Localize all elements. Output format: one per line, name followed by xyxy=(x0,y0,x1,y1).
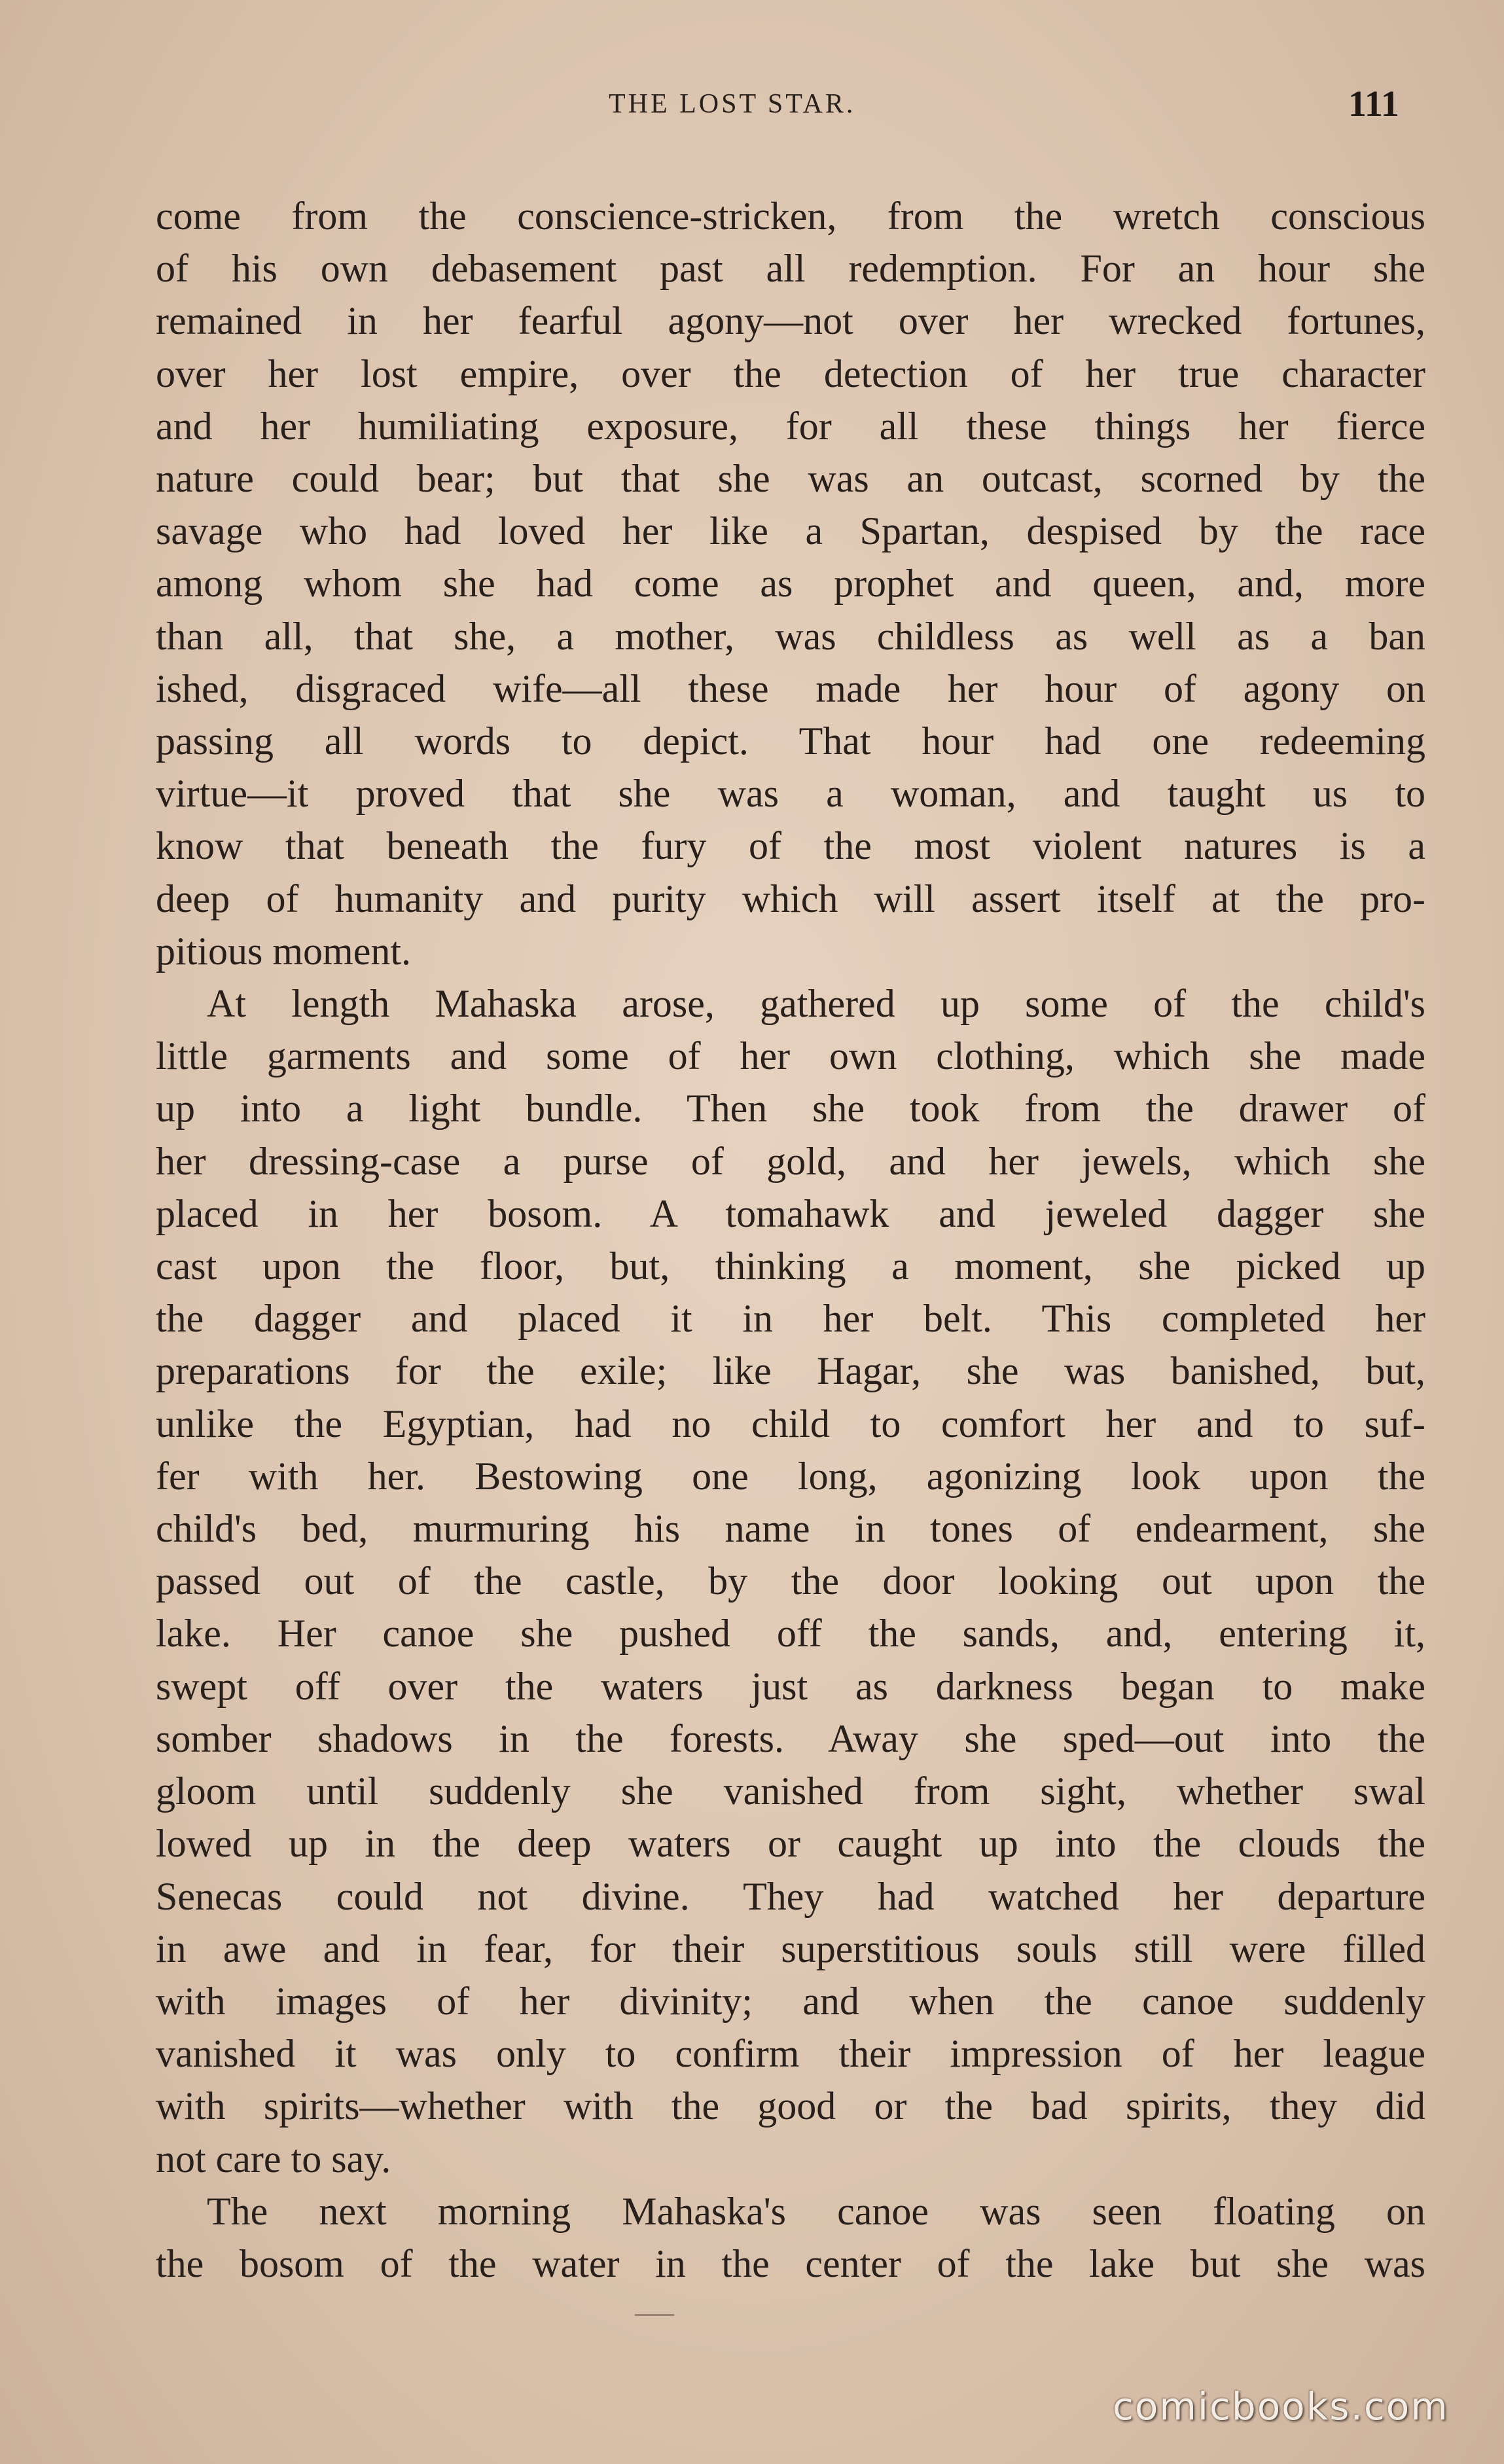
text-line: remained in her fearful agony—not over her wrecked fortunes, xyxy=(156,299,1425,343)
paragraph-2 xyxy=(156,977,1425,2185)
text-line: The next morning Mahaska's canoe was seen floating on xyxy=(207,2189,1425,2233)
text-line: nature could bear; but that she was an outcast, scorned by the xyxy=(156,457,1425,501)
text-line: with spirits—whether with the good or the bad spirits, they did xyxy=(156,2084,1425,2128)
text-line: up into a light bundle. Then she took from the drawer of xyxy=(156,1087,1425,1131)
text-line: swept off over the waters just as darkness began to make xyxy=(156,1664,1425,1708)
paragraph-3 xyxy=(156,2185,1425,2290)
text-line: passing all words to depict. That hour had one redeeming xyxy=(156,719,1425,763)
text-line: with images of her divinity; and when the canoe suddenly xyxy=(156,1979,1425,2023)
text-line: virtue—it proved that she was a woman, and taught us to xyxy=(156,772,1425,816)
text-line: ished, disgraced wife—all these made her hour of agony on xyxy=(156,666,1425,710)
text-line: somber shadows in the forests. Away she sped—out into the xyxy=(156,1716,1425,1760)
text-line: preparations for the exile; like Hagar, she was banished, but, xyxy=(156,1349,1425,1393)
text-line: placed in her bosom. A tomahawk and jeweled dagger she xyxy=(156,1191,1425,1235)
running-title: THE LOST STAR. xyxy=(609,89,856,119)
footer-rule xyxy=(635,2314,674,2316)
text-line: fer with her. Bestowing one long, agonizing look upon the xyxy=(156,1454,1425,1498)
text-line: unlike the Egyptian, had no child to comfort her and to suf- xyxy=(156,1402,1425,1445)
text-line: cast upon the floor, but, thinking a moment, she picked up xyxy=(156,1244,1425,1288)
text-line: in awe and in fear, for their superstitious souls still were filled xyxy=(156,1927,1425,1970)
page-header xyxy=(0,84,1504,128)
text-line: the dagger and placed it in her belt. This completed her xyxy=(156,1297,1425,1341)
text-line: passed out of the castle, by the door looking out upon the xyxy=(156,1559,1425,1603)
paragraph-1 xyxy=(156,190,1425,977)
text-line: savage who had loved her like a Spartan, despised by the race xyxy=(156,509,1425,553)
text-line: of his own debasement past all redemption. For an hour she xyxy=(156,247,1425,291)
text-line: vanished it was only to confirm their impression of her league xyxy=(156,2032,1425,2076)
text-line: her dressing-case a purse of gold, and her jewels, which she xyxy=(156,1139,1425,1183)
text-line: and her humiliating exposure, for all these things her fierce xyxy=(156,404,1425,448)
text-line: lake. Her canoe she pushed off the sands, and, entering it, xyxy=(156,1612,1425,1656)
text-line: lowed up in the deep waters or caught up into the clouds the xyxy=(156,1822,1425,1866)
text-line: child's bed, murmuring his name in tones of endearment, she xyxy=(156,1507,1425,1551)
watermark: comicbooks.com xyxy=(1113,2384,1449,2429)
text-line: over her lost empire, over the detection of her true character xyxy=(156,352,1425,395)
page-number: 111 xyxy=(1348,84,1399,124)
text-line: pitious moment. xyxy=(156,929,411,973)
text-line: come from the conscience-stricken, from the wretch conscious xyxy=(156,194,1425,238)
text-line: gloom until suddenly she vanished from sight, whether swal xyxy=(156,1769,1425,1813)
text-line: not care to say. xyxy=(156,2137,391,2181)
text-line: At length Mahaska arose, gathered up some of the child's xyxy=(207,982,1425,1026)
text-line: little garments and some of her own clothing, which she made xyxy=(156,1034,1425,1078)
text-line: Senecas could not divine. They had watched her departure xyxy=(156,1874,1425,1918)
text-line: than all, that she, a mother, was childless as well as a ban xyxy=(156,614,1425,658)
text-line: among whom she had come as prophet and queen, and, more xyxy=(156,562,1425,606)
text-line: deep of humanity and purity which will assert itself at the pro- xyxy=(156,877,1425,920)
text-line: know that beneath the fury of the most violent natures is a xyxy=(156,824,1425,868)
body-text xyxy=(156,190,1425,2290)
text-line: the bosom of the water in the center of the lake but she was xyxy=(156,2241,1425,2285)
